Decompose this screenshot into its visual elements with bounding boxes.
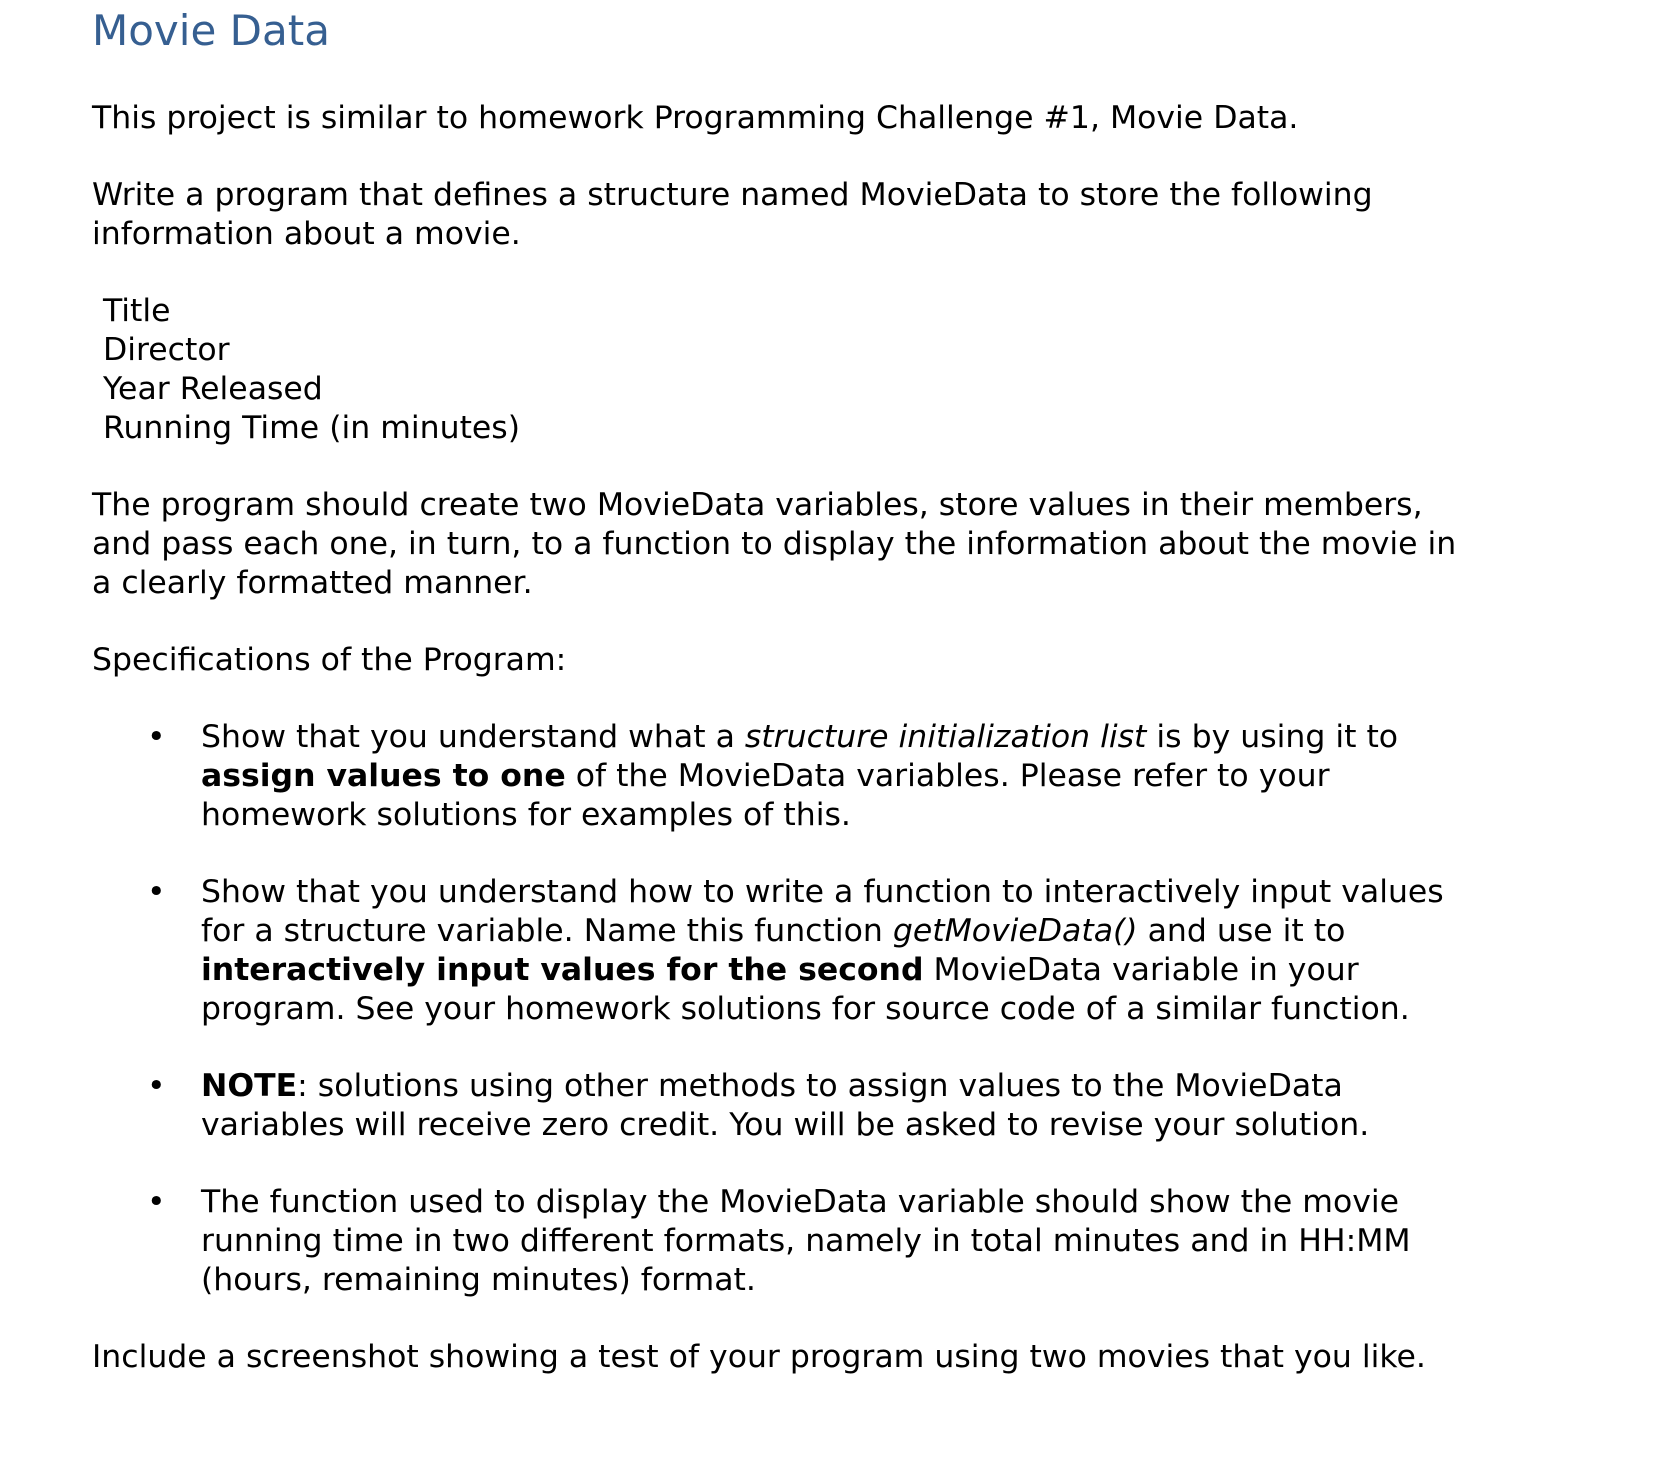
spec-item-initialization-list: [92, 718, 1652, 835]
screenshot-instruction-paragraph: Include a screenshot showing a test of your program using two movies that you like.: [92, 1339, 1426, 1375]
program-description-line-2: and pass each one, in turn, to a function to display the information about the movie in: [92, 526, 1457, 562]
spec-text: variables will receive zero credit. You will be asked to revise your solution.: [201, 1107, 1370, 1143]
field-year-released: Year Released: [103, 371, 323, 407]
bullet-icon: •: [147, 874, 166, 910]
specifications-heading: Specifications of the Program:: [92, 642, 567, 678]
structure-description-line-1: Write a program that defines a structure named MovieData to store the following: [92, 177, 1373, 213]
spec-text: and use it to: [1137, 913, 1346, 949]
spec-item-get-movie-data: [92, 873, 1652, 1029]
program-description-line-1: The program should create two MovieData variables, store values in their members,: [92, 487, 1423, 523]
movie-fields-list: [103, 292, 1652, 448]
spec-text: program. See your homework solutions for source code of a similar function.: [201, 991, 1410, 1027]
structure-description-line-2: information about a movie.: [92, 216, 521, 252]
spec-text: homework solutions for examples of this.: [201, 797, 851, 833]
program-description-paragraph: [92, 486, 1652, 603]
bullet-icon: •: [147, 719, 166, 755]
spec-text: is by using it to: [1146, 719, 1399, 755]
document-page: [92, 0, 1652, 1377]
bullet-icon: •: [147, 1184, 166, 1220]
spec-text: Show that you understand how to write a function to interactively input values: [201, 874, 1444, 910]
spec-bold-text: interactively input values for the second: [201, 952, 924, 988]
spec-text: (hours, remaining minutes) format.: [201, 1262, 756, 1298]
spec-text: : solutions using other methods to assign values to the MovieData: [297, 1068, 1343, 1104]
structure-description-paragraph: [92, 176, 1652, 254]
document-title: Movie Data: [92, 6, 330, 55]
spec-text: The function used to display the MovieData variable should show the movie: [201, 1184, 1400, 1220]
field-director: Director: [103, 332, 230, 368]
spec-text: Show that you understand what a: [201, 719, 745, 755]
spec-italic-text: structure initialization list: [744, 719, 1147, 755]
spec-text: MovieData variable in your: [923, 952, 1359, 988]
spec-item-running-time-format: [92, 1183, 1652, 1300]
specifications-list: [92, 718, 1652, 1300]
spec-text: running time in two different formats, namely in total minutes and in HH:MM: [201, 1223, 1411, 1259]
spec-text: of the MovieData variables. Please refer to your: [565, 758, 1330, 794]
spec-bold-text: assign values to one: [201, 758, 566, 794]
spec-text: for a structure variable. Name this function: [201, 913, 893, 949]
field-running-time: Running Time (in minutes): [103, 410, 521, 446]
spec-italic-text: getMovieData(): [892, 913, 1138, 949]
field-title: Title: [103, 293, 171, 329]
program-description-line-3: a clearly formatted manner.: [92, 565, 533, 601]
intro-paragraph: This project is similar to homework Programming Challenge #1, Movie Data.: [92, 100, 1299, 136]
bullet-icon: •: [147, 1068, 166, 1104]
spec-bold-text: NOTE: [201, 1068, 298, 1104]
spec-item-note: [92, 1067, 1652, 1145]
